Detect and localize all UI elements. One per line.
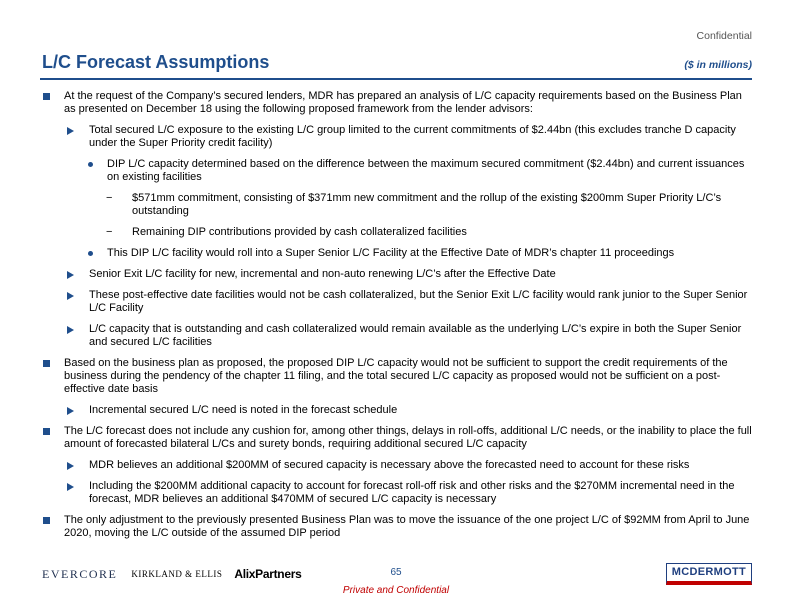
bullet-item [42,226,754,239]
confidential-label: Confidential [696,30,752,42]
bullet-item [42,357,754,396]
triangle-bullet-icon [67,127,74,135]
dot-bullet-icon [88,162,93,167]
triangle-bullet-icon [67,326,74,334]
square-bullet-icon [43,93,50,100]
bullet-item [42,268,754,281]
mcdermott-logo: MCDERMOTT [666,563,752,585]
bullet-text: Including the $200MM additional capacity to account for forecast roll-off risk and other risks and the $270MM incremental need in the forecast, MDR believes an additional $470MM of secured L/C capacity is necessary [89,480,735,505]
bullet-item [42,247,754,260]
bullet-item [42,459,754,472]
bullet-item [42,425,754,451]
triangle-bullet-icon [67,462,74,470]
bullet-list [42,90,754,548]
bullet-text: $571mm commitment, consisting of $371mm new commitment and the rollup of the existing $200mm Super Priority L/C’s outstanding [132,192,722,217]
bullet-text: Based on the business plan as proposed, the proposed DIP L/C capacity would not be sufficient to support the credit requirements of the business during the pendency of the chapter 11 filing, and the total secured L/C capacity as proposed would not be sufficient on a post-effective date basis [64,357,728,395]
bullet-text: MDR believes an additional $200MM of secured capacity is necessary above the forecasted need to account for these risks [89,459,690,471]
bullet-item [42,124,754,150]
bullet-item [42,480,754,506]
page-number: 65 [390,567,402,578]
bullet-text: L/C capacity that is outstanding and cash collateralized would remain available as the underlying L/C’s expire in both the Super Senior and secured L/C facilities [89,323,742,348]
bullet-text: Remaining DIP contributions provided by cash collateralized facilities [132,226,467,238]
bullet-text: These post-effective date facilities would not be cash collateralized, but the Senior Exit L/C facility would rank junior to the Super Senior L/C Facility [89,289,748,314]
bullet-text: DIP L/C capacity determined based on the difference between the maximum secured commitment ($2.44bn) and current issuances on existing facilities [107,158,745,183]
square-bullet-icon [43,517,50,524]
bullet-text: At the request of the Company’s secured lenders, MDR has prepared an analysis of L/C capacity requirements based on the Business Plan as presented on December 18 using the following proposed framework from the lender advisors: [64,90,742,115]
square-bullet-icon [43,360,50,367]
bullet-text: The only adjustment to the previously presented Business Plan was to move the issuance of the one project L/C of $92MM from April to June 2020, moving the L/C outside of the assumed DIP period [64,514,750,539]
triangle-bullet-icon [67,483,74,491]
triangle-bullet-icon [67,407,74,415]
units-label: ($ in millions) [684,59,752,71]
bullet-item [42,90,754,116]
dash-bullet-icon: − [106,192,113,204]
bullet-text: Incremental secured L/C need is noted in the forecast schedule [89,404,398,416]
bullet-item [42,289,754,315]
triangle-bullet-icon [67,292,74,300]
dot-bullet-icon [88,251,93,256]
bullet-text: This DIP L/C facility would roll into a Super Senior L/C Facility at the Effective Date of MDR’s chapter 11 proceedings [107,247,675,259]
private-confidential-label: Private and Confidential [342,585,450,596]
triangle-bullet-icon [67,271,74,279]
evercore-logo: EVERCORE [42,566,118,581]
bullet-item [42,192,754,218]
dash-bullet-icon: − [106,226,113,238]
page-title: L/C Forecast Assumptions [42,52,270,72]
title-divider [40,78,752,80]
bullet-item [42,514,754,540]
bullet-text: Total secured L/C exposure to the existing L/C group limited to the current commitments of $2.44bn (this excludes tranche D capacity under the Super Priority credit facility) [89,124,736,149]
bullet-item [42,404,754,417]
square-bullet-icon [43,428,50,435]
bullet-item [42,323,754,349]
bullet-item [42,158,754,184]
bullet-text: Senior Exit L/C facility for new, incremental and non-auto renewing L/C’s after the Effective Date [89,268,556,280]
kirkland-ellis-logo: KIRKLAND & ELLIS [131,569,223,579]
alixpartners-logo: AlixPartners [234,567,302,581]
bullet-text: The L/C forecast does not include any cushion for, among other things, delays in roll-offs, additional L/C needs, or the inability to place the full amount of forecasted bilateral L/Cs and surety bonds, requiring additional secured L/C capacity [64,425,752,450]
